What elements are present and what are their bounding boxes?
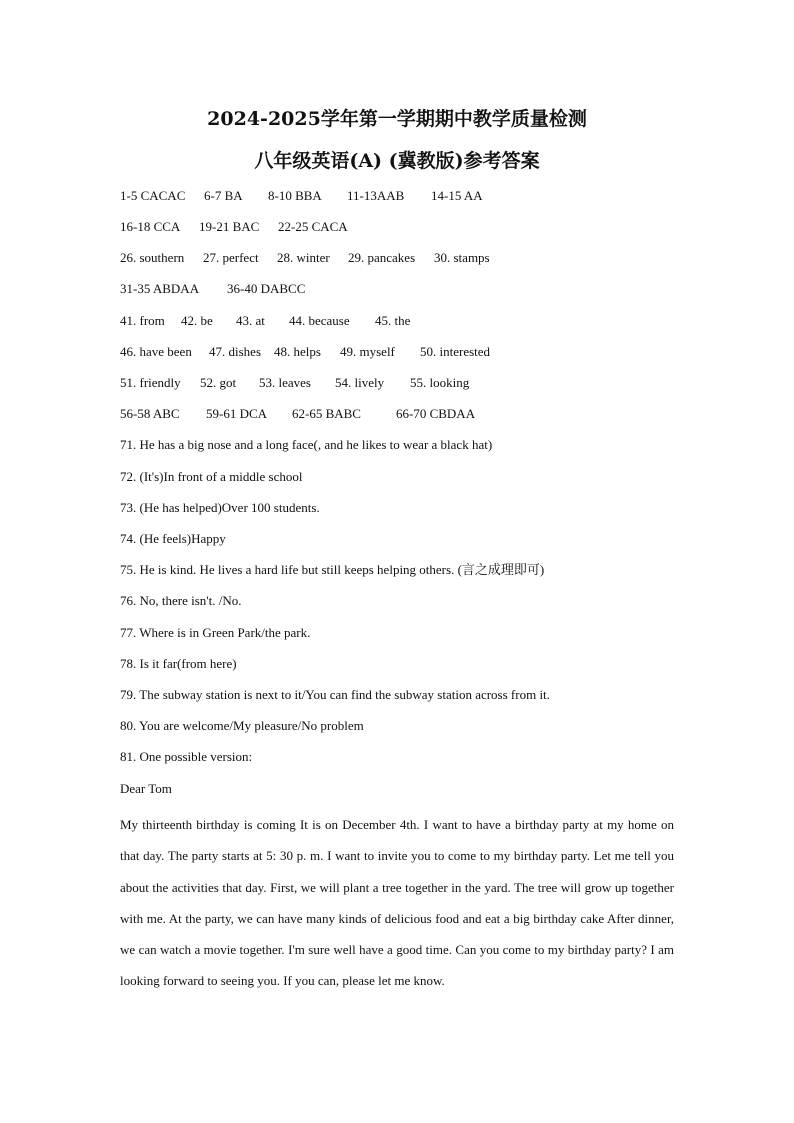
answer-group: 52. got <box>200 375 237 390</box>
answer-group: 29. pancakes <box>348 250 416 265</box>
answer-group: 47. dishes <box>209 344 261 359</box>
answer-group: 56-58 ABC <box>120 406 180 421</box>
answer-80: 80. You are welcome/My pleasure/No problem <box>120 718 364 733</box>
essay-body: My thirteenth birthday is coming It is on December 4th. I want to have a birthday party at my home on that day. The party starts at 5: 30 p. m. I want to invite you to come to my birthday party. Let me tell you about the activities that day. First, we will plant a tree together in the yard. The tree will grow up together with me. At the party, we can have many kinds of delicious food and eat a big birthday cake After dinner, we can watch a movie together. I'm sure well have a good time. Can you come to my birthday party? I am looking forward to seeing you. If you can, please let me know. <box>120 817 674 989</box>
answer-group: 55. looking <box>410 375 470 390</box>
answer-group: 26. southern <box>120 250 185 265</box>
answer-group: 66-70 CBDAA <box>396 406 476 421</box>
answer-row-7 <box>120 374 469 391</box>
answer-71: 71. He has a big nose and a long face(, and he likes to wear a black hat) <box>120 437 493 452</box>
answer-group: 22-25 CACA <box>278 219 348 234</box>
answer-group: 28. winter <box>277 250 330 265</box>
answer-group: 30. stamps <box>434 250 490 265</box>
answer-group: 42. be <box>181 313 213 328</box>
answer-76: 76. No, there isn't. /No. <box>120 593 242 608</box>
answer-row-8 <box>120 405 475 422</box>
answer-group: 31-35 ABDAA <box>120 281 200 296</box>
answer-group: 59-61 DCA <box>206 406 268 421</box>
answer-row-2 <box>120 218 348 235</box>
answer-group: 14-15 AA <box>431 188 483 203</box>
answer-group: 43. at <box>236 313 265 328</box>
answer-group: 49. myself <box>340 344 395 359</box>
answer-row-6 <box>120 343 490 360</box>
answer-group: 8-10 BBA <box>268 188 322 203</box>
answer-row-4 <box>120 280 305 297</box>
answer-group: 54. lively <box>335 375 385 390</box>
answer-group: 53. leaves <box>259 375 311 390</box>
answer-group: 46. have been <box>120 344 192 359</box>
answer-group: 41. from <box>120 313 165 328</box>
answer-group: 27. perfect <box>203 250 259 265</box>
answer-group: 51. friendly <box>120 375 181 390</box>
answer-74: 74. (He feels)Happy <box>120 531 226 546</box>
answer-group: 16-18 CCA <box>120 219 181 234</box>
answer-75: 75. He is kind. He lives a hard life but still keeps helping others. (言之成理即可) <box>120 562 545 577</box>
answer-78: 78. Is it far(from here) <box>120 656 237 671</box>
answer-group: 45. the <box>375 313 411 328</box>
answer-group: 6-7 BA <box>204 188 243 203</box>
answer-81: 81. One possible version: <box>120 749 253 764</box>
answer-group: 11-13AAB <box>347 188 405 203</box>
answer-group: 1-5 CACAC <box>120 188 186 203</box>
page-title: 2024-2025学年第一学期期中教学质量检测 <box>207 108 587 130</box>
answer-73: 73. (He has helped)Over 100 students. <box>120 500 320 515</box>
answer-77: 77. Where is in Green Park/the park. <box>120 625 311 640</box>
letter-greeting: Dear Tom <box>120 781 172 796</box>
answer-72: 72. (It's)In front of a middle school <box>120 469 303 484</box>
answer-group: 62-65 BABC <box>292 406 361 421</box>
answer-group: 36-40 DABCC <box>227 281 306 296</box>
answer-row-3 <box>120 249 490 266</box>
answer-group: 19-21 BAC <box>199 219 260 234</box>
answer-row-5 <box>120 312 410 329</box>
answer-group: 50. interested <box>420 344 491 359</box>
answer-group: 48. helps <box>274 344 321 359</box>
answer-group: 44. because <box>289 313 350 328</box>
page-subtitle: 八年级英语(A) (冀教版)参考答案 <box>254 150 540 172</box>
answer-79: 79. The subway station is next to it/You can find the subway station across from it. <box>120 687 550 702</box>
answer-row-1 <box>120 187 483 204</box>
